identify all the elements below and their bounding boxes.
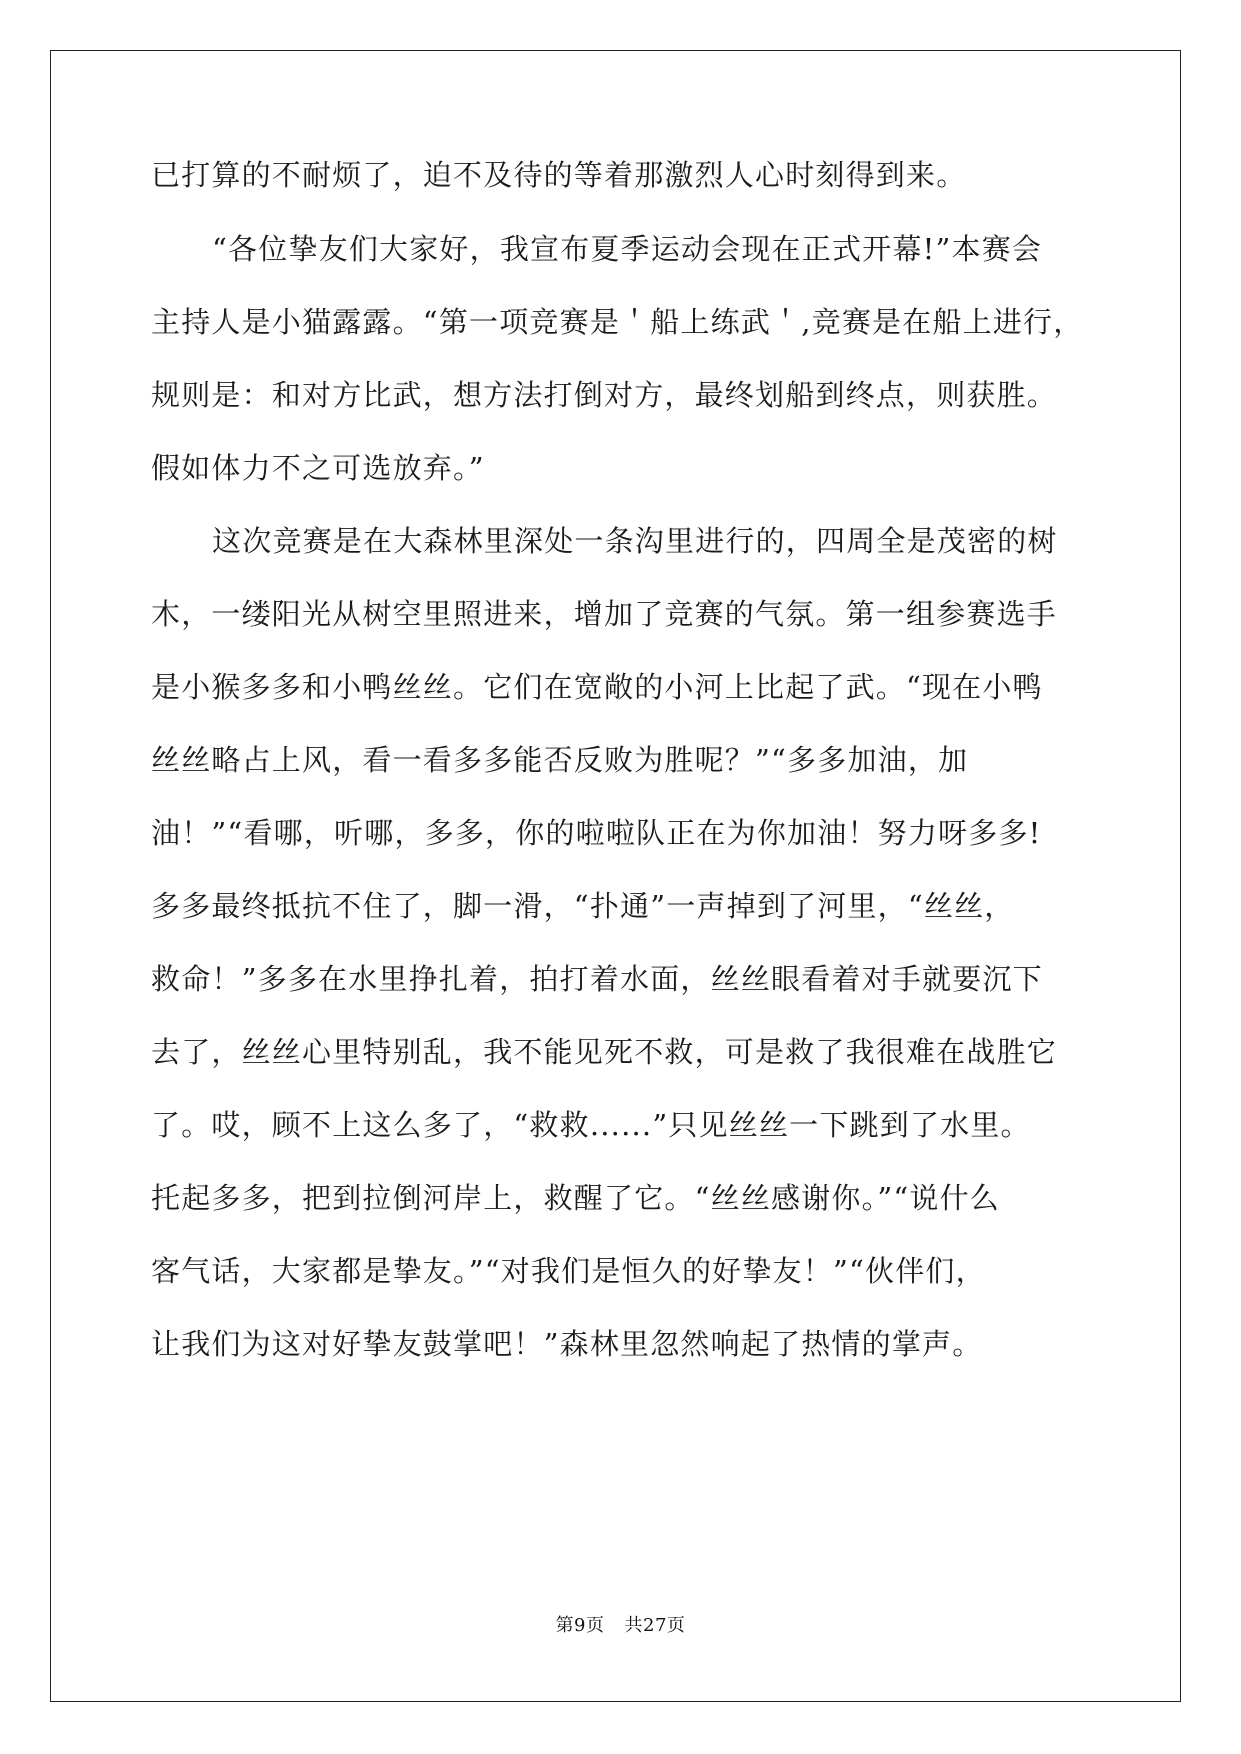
text-line: 客气话，大家都是挚友。”“对我们是恒久的好挚友！”“伙伴们， xyxy=(151,1254,986,1288)
page-footer xyxy=(0,1611,1241,1637)
page-number: 第9页 xyxy=(555,1615,605,1636)
text-line: 了。哎，顾不上这么多了，“救救......”只见丝丝一下跳到了水里。 xyxy=(151,1108,1031,1142)
text-line: 救命！”多多在水里挣扎着，拍打着水面，丝丝眼看着对手就要沉下 xyxy=(151,962,1043,996)
text-line: 主持人是小猫露露。“第一项竞赛是＇船上练武＇,竞赛是在船上进行， xyxy=(151,305,1084,339)
text-line: “各位挚友们大家好，我宣布夏季运动会现在正式开幕!”本赛会 xyxy=(212,232,1043,266)
text-line: 让我们为这对好挚友鼓掌吧！”森林里忽然响起了热情的掌声。 xyxy=(151,1327,983,1361)
text-line: 木，一缕阳光从树空里照进来，增加了竞赛的气氛。第一组参赛选手 xyxy=(151,597,1058,631)
text-line: 托起多多，把到拉倒河岸上，救醒了它。“丝丝感谢你。”“说什么 xyxy=(151,1181,1000,1215)
text-line: 是小猴多多和小鸭丝丝。它们在宽敞的小河上比起了武。“现在小鸭 xyxy=(151,670,1043,704)
text-line: 假如体力不之可选放弃。” xyxy=(151,451,485,485)
text-line: 这次竞赛是在大森林里深处一条沟里进行的，四周全是茂密的树 xyxy=(212,524,1058,558)
page-border xyxy=(50,50,1181,1702)
page-total: 共27页 xyxy=(624,1615,686,1636)
text-line: 多多最终抵抗不住了，脚一滑，“扑通”一声掉到了河里，“丝丝， xyxy=(151,889,1015,923)
text-line: 去了，丝丝心里特别乱，我不能见死不救，可是救了我很难在战胜它 xyxy=(151,1035,1058,1069)
text-line: 丝丝略占上风，看一看多多能否反败为胜呢？”“多多加油，加 xyxy=(151,743,969,777)
text-line: 油！”“看哪，听哪，多多，你的啦啦队正在为你加油！努力呀多多! xyxy=(151,816,1042,850)
text-line: 已打算的不耐烦了，迫不及待的等着那激烈人心时刻得到来。 xyxy=(151,158,967,192)
text-line: 规则是：和对方比武，想方法打倒对方，最终划船到终点，则获胜。 xyxy=(151,378,1058,412)
